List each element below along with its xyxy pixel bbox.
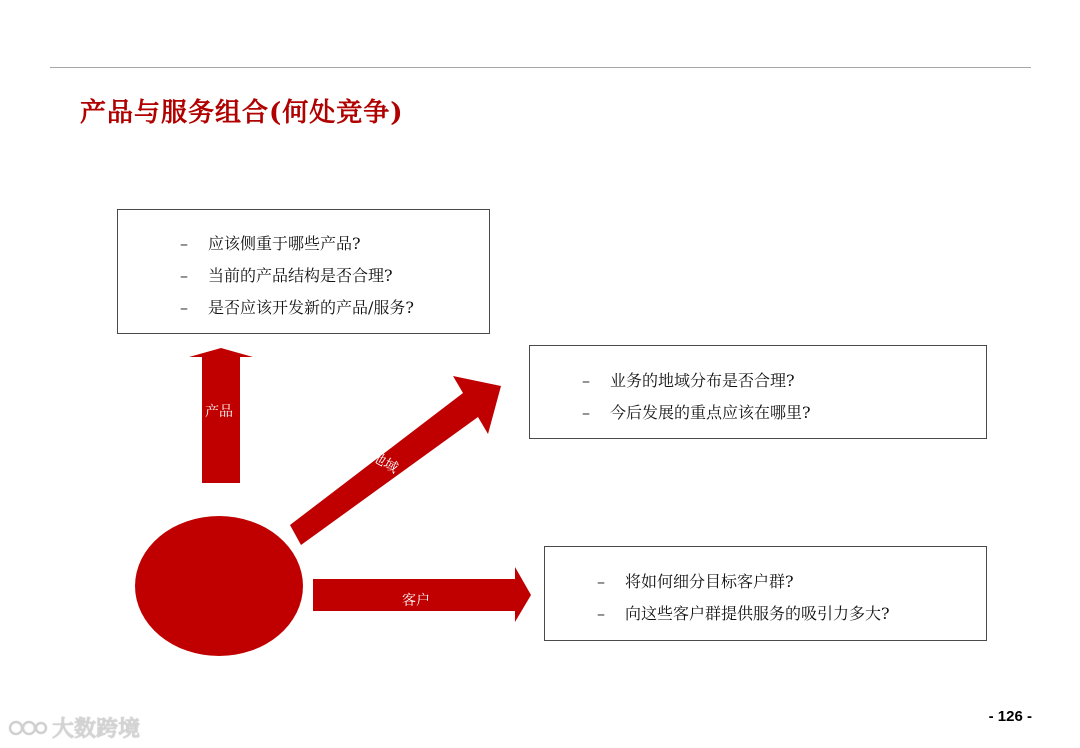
- question-item: – 应该侧重于哪些产品?: [180, 228, 489, 260]
- bullet-dash: –: [180, 298, 188, 317]
- bullet-dash: –: [582, 371, 590, 390]
- question-item: – 是否应该开发新的产品/服务?: [180, 292, 489, 324]
- bullet-dash: –: [597, 572, 605, 591]
- customer-questions-box: [544, 546, 987, 641]
- question-item: – 业务的地域分布是否合理?: [582, 365, 986, 397]
- arrow-label-product: 产品: [205, 404, 233, 420]
- arrow-label-customer: 客户: [402, 593, 430, 609]
- center-circle: [135, 516, 303, 656]
- question-item: – 将如何细分目标客户群?: [597, 566, 986, 598]
- bullet-dash: –: [180, 234, 188, 253]
- watermark-text: 大数跨境: [52, 717, 141, 742]
- bullet-dash: –: [597, 604, 605, 623]
- product-questions-box: [117, 209, 490, 334]
- watermark: [8, 712, 140, 743]
- question-item: – 向这些客户群提供服务的吸引力多大?: [597, 598, 986, 630]
- page-title: 产品与服务组合(何处竞争): [80, 98, 404, 128]
- question-item: – 今后发展的重点应该在哪里?: [582, 397, 986, 429]
- bullet-dash: –: [582, 403, 590, 422]
- question-item: – 当前的产品结构是否合理?: [180, 260, 489, 292]
- region-questions-box: [529, 345, 987, 439]
- watermark-logo-icon: [8, 716, 48, 740]
- page-number: - 126 -: [988, 708, 1032, 725]
- arrow-label-region: 地域: [368, 448, 401, 477]
- bullet-dash: –: [180, 266, 188, 285]
